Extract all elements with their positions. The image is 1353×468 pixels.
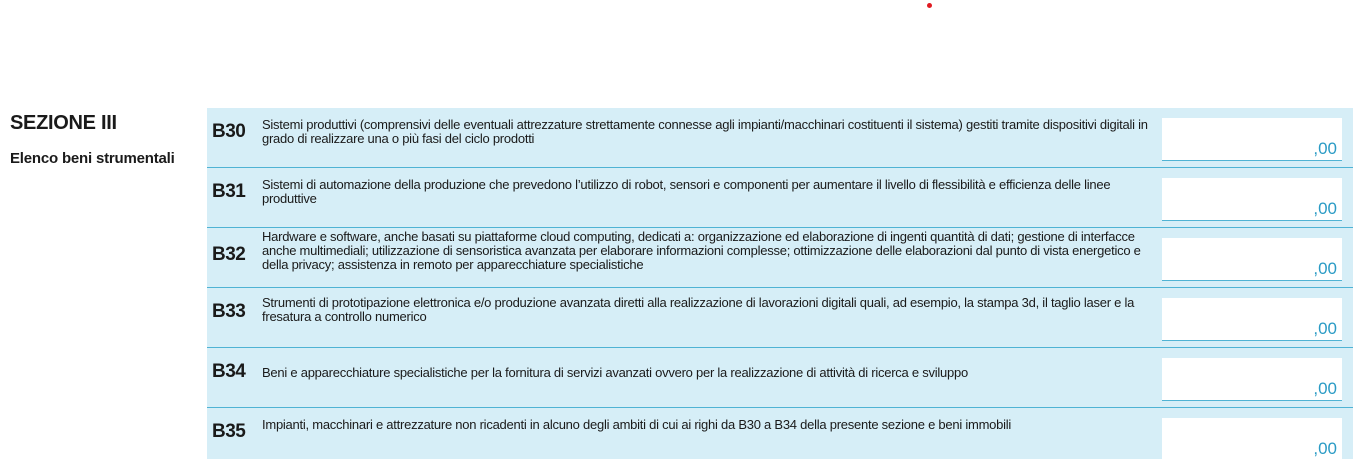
row-description: Strumenti di prototipazione elettronica e/o produzione avanzata diretti alla realizzazione di lavorazioni digitali quali, ad esempio, la stampa 3d, il taglio laser e la fresatura a controllo numerico <box>262 295 1135 324</box>
table-row-b35 <box>207 408 1353 468</box>
field-underline <box>1162 160 1342 161</box>
field-underline <box>1162 280 1342 281</box>
row-code: B32 <box>212 244 246 265</box>
section-title: SEZIONE III <box>10 112 117 134</box>
table-row-b34 <box>207 348 1353 408</box>
table-row-b33 <box>207 288 1353 348</box>
row-description: Beni e apparecchiature specialistiche per la fornitura di servizi avanzati ovvero per la realizzazione di attività di ricerca e sviluppo <box>262 365 968 380</box>
amount-value: ,00 <box>1313 379 1337 398</box>
row-code: B30 <box>212 121 246 142</box>
field-underline <box>1162 340 1342 341</box>
amount-field-b33[interactable] <box>1162 298 1342 340</box>
row-description: Sistemi produttivi (comprensivi delle eventuali attrezzature strettamente connesse agli impianti/macchinari costituenti il sistema) gestiti tramite dispositivi digitali in grado di realizzare una o più fasi del ciclo prodotti <box>262 117 1148 146</box>
row-code: B34 <box>212 361 246 382</box>
row-code: B33 <box>212 301 246 322</box>
table-row-b31 <box>207 168 1353 228</box>
row-code: B31 <box>212 181 246 202</box>
amount-field-b30[interactable] <box>1162 118 1342 160</box>
amount-value: ,00 <box>1313 439 1337 458</box>
row-description: Sistemi di automazione della produzione che prevedono l’utilizzo di robot, sensori e componenti per aumentare il livello di flessibilità e efficienza delle linee produttive <box>262 177 1111 206</box>
amount-value: ,00 <box>1313 259 1337 278</box>
red-marker-dot <box>927 3 932 8</box>
field-underline <box>1162 400 1342 401</box>
row-description: Impianti, macchinari e attrezzature non ricadenti in alcuno degli ambiti di cui ai righi da B30 a B34 della presente sezione e beni immobili <box>262 417 1012 432</box>
table-row-b30 <box>207 108 1353 168</box>
row-description: Hardware e software, anche basati su piattaforme cloud computing, dedicati a: organizzazione ed elaborazione di ingenti quantità di dati; gestione di interfacce anche multimediali; utilizzazione di sensoristica avanzata per elaborare informazioni complesse; ottimizzazione delle elaborazioni dal punto di vista energetico e della privacy; assistenza in remoto per apparecchiature specialistiche <box>262 229 1141 272</box>
row-code: B35 <box>212 421 246 442</box>
amount-value: ,00 <box>1313 139 1337 158</box>
assets-table <box>207 108 1353 459</box>
amount-field-b35[interactable] <box>1162 418 1342 460</box>
amount-value: ,00 <box>1313 199 1337 218</box>
amount-value: ,00 <box>1313 319 1337 338</box>
field-underline <box>1162 220 1342 221</box>
amount-field-b32[interactable] <box>1162 238 1342 280</box>
table-row-b32 <box>207 228 1353 288</box>
amount-field-b34[interactable] <box>1162 358 1342 400</box>
section-subtitle: Elenco beni strumentali <box>10 150 175 167</box>
amount-field-b31[interactable] <box>1162 178 1342 220</box>
